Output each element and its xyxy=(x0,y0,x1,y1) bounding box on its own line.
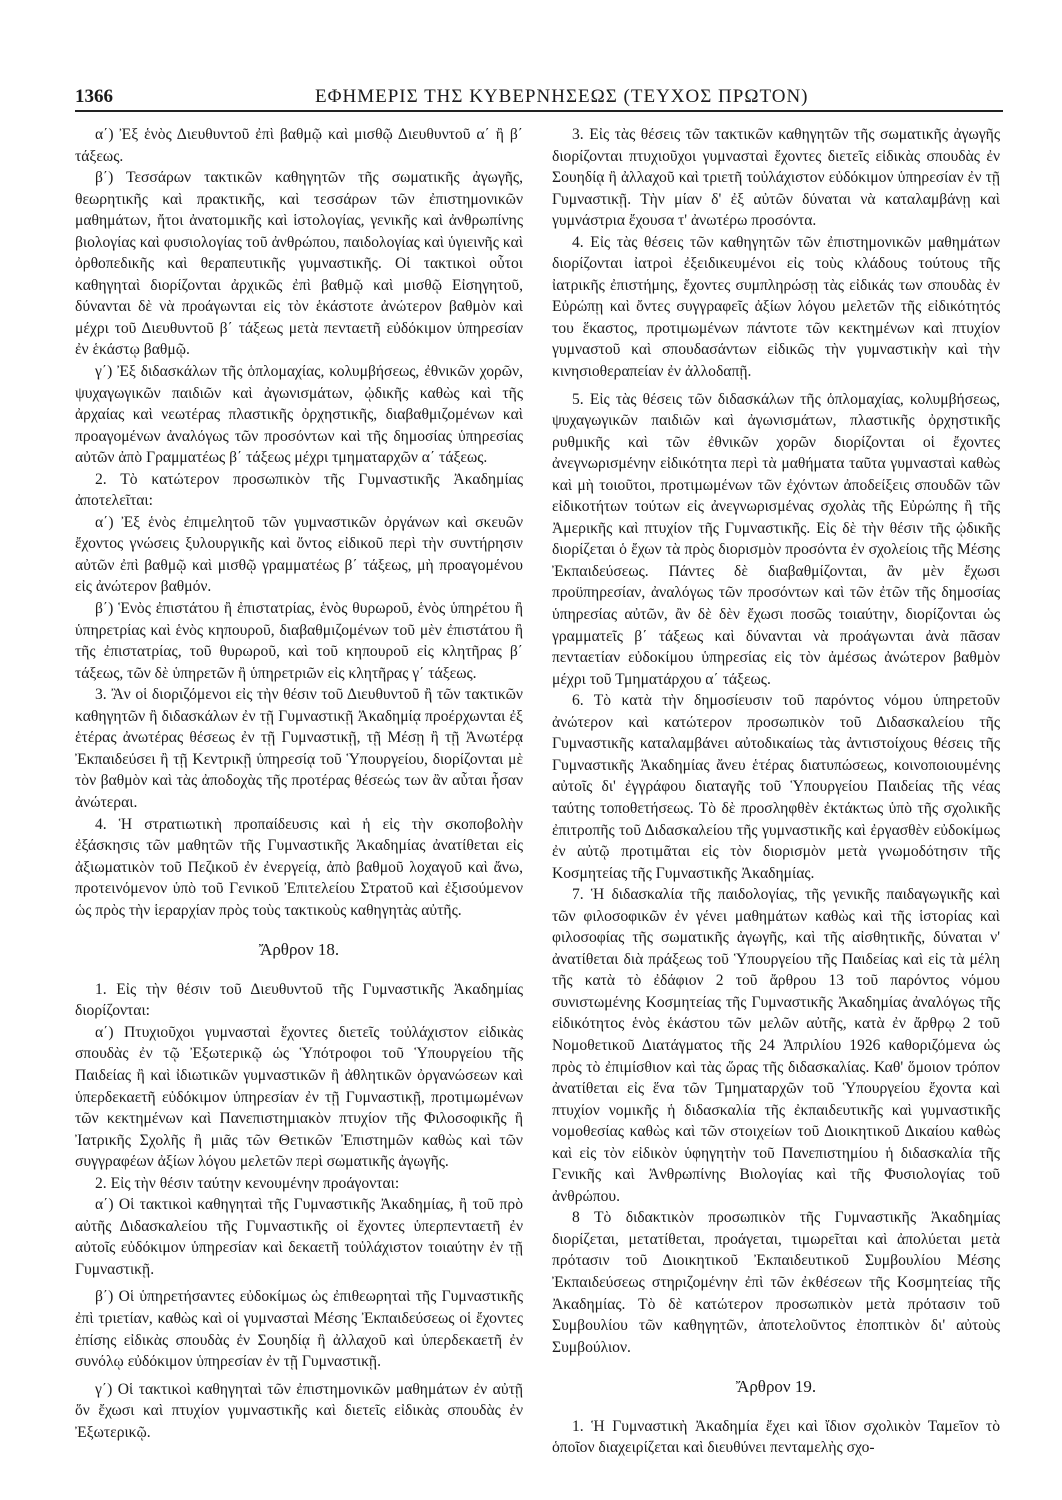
paragraph: 1. Ἡ Γυμναστικὴ Ἀκαδημία ἔχει καὶ ἴδιον σχολικὸν Ταμεῖον τὸ ὁποῖον διαχειρίζεται καὶ διευθύνει πενταμελὴς σχο- xyxy=(552,1417,1000,1457)
article-18-heading: Ἄρθρον 18. xyxy=(258,940,340,960)
left-column xyxy=(75,124,523,1443)
paragraph: α΄) Οἱ τακτικοὶ καθηγηταὶ τῆς Γυμναστικῆς Ἀκαδημίας, ἢ τοῦ πρὸ αὐτῆς Διδασκαλείου τῆς Γυμναστικῆς οἱ ἔχοντες ὑπερπενταετῆ ἐν αὐτοῖς εὐδόκιμον ὑπηρεσίαν καὶ δεκαετῆ τοὐλάχιστον τοιαύτην ἐν τῇ Γυμναστικῇ. xyxy=(75,1196,523,1278)
paragraph: 5. Εἰς τὰς θέσεις τῶν διδασκάλων τῆς ὁπλομαχίας, κολυμβήσεως, ψυχαγωγικῶν παιδιῶν καὶ ἀγωνισμάτων, πλαστικῆς ὀρχηστικῆς ρυθμικῆς καὶ τῶν ἐθνικῶν χορῶν διορίζονται οἱ ἔχοντες ἀνεγνωρισμένην εἰδικότητα περὶ τὰ μαθήματα ταῦτα γυμνασταὶ καθὼς καὶ μὴ τοιοῦτοι, προτιμωμένων τῶν ἐχόντων ἀποδείξεις σπουδῶν τῶν εἰδικοτήτων τούτων εἰς ἀνεγνωρισμένας σχολὰς τῆς Εὐρώπης ἢ τῆς Ἀμερικῆς καὶ πτυχίον τῆς Γυμναστικῆς. Εἰς δὲ τὴν θέσιν τῆς ᾠδικῆς διορίζεται ὁ ἔχων τὰ πρὸς διορισμὸν προσόντα ἐν σχολείοις τῆς Μέσης Ἐκπαιδεύσεως. Πάντες δὲ διαβαθμίζονται, ἂν μὲν ἔχωσι προϋπηρεσίαν, ἀναλόγως τῶν προσόντων καὶ τῶν ἐτῶν τῆς δημοσίας ὑπηρεσίας αὐτῶν, ἂν δὲ δὲν ἔχωσι ποσῶς τοιαύτην, διορίζονται ὡς γραμματεῖς β΄ τάξεως καὶ δύνανται νὰ προάγωνται ἀνὰ πᾶσαν πενταετίαν εὐδοκίμου ὑπηρεσίας εἰς τὸν ἀμέσως ἀνώτερον βαθμὸν μέχρι τοῦ Τμηματάρχου α΄ τάξεως. xyxy=(552,390,1000,688)
paragraph: β΄) Τεσσάρων τακτικῶν καθηγητῶν τῆς σωματικῆς ἀγωγῆς, θεωρητικῆς καὶ πρακτικῆς, καὶ τεσσάρων τῶν ἐπιστημονικῶν μαθημάτων, ἤτοι ἀνατομικῆς καὶ ἱστολογίας, γενικῆς καὶ ἀνθρωπίνης βιολογίας καὶ φυσιολογίας τοῦ ἀνθρώπου, παιδολογίας καὶ ὑγιεινῆς καὶ ὀρθοπεδικῆς καὶ θεραπευτικῆς γυμναστικῆς. Οἱ τακτικοὶ οὗτοι καθηγηταὶ διορίζονται ἀρχικῶς ἐπὶ βαθμῷ καὶ μισθῷ Εἰσηγητοῦ, δύνανται δὲ νὰ προάγωνται εἰς τὸν ἑκάστοτε ἀνώτερον βαθμὸν καὶ μέχρι τοῦ Διευθυντοῦ β΄ τάξεως μετὰ πενταετῆ εὐδόκιμον ὑπηρεσίαν ἐν ἑκάστῳ βαθμῷ. xyxy=(75,169,523,359)
page-header xyxy=(75,86,1003,112)
paragraph: 3. Ἂν οἱ διοριζόμενοι εἰς τὴν θέσιν τοῦ Διευθυντοῦ ἢ τῶν τακτικῶν καθηγητῶν ἢ διδασκάλων ἐν τῇ Γυμναστικῇ Ἀκαδημίᾳ προέρχωνται ἐξ ἑτέρας ἀνωτέρας θέσεως ἐν τῇ Γυμναστικῇ, τῇ Μέσῃ ἢ τῇ Ἀνωτέρᾳ Ἐκπαιδεύσει ἢ τῇ Κεντρικῇ ὑπηρεσίᾳ τοῦ Ὑπουργείου, διορίζονται μὲ τὸν βαθμὸν καὶ τὰς ἀποδοχὰς τῆς προτέρας θέσεώς των ἂν αὗται ἦσαν ἀνώτεραι. xyxy=(75,686,523,811)
page-number: 1366 xyxy=(75,86,113,107)
paragraph: γ΄) Ἐξ διδασκάλων τῆς ὁπλομαχίας, κολυμβήσεως, ἐθνικῶν χορῶν, ψυχαγωγικῶν παιδιῶν καὶ ἀγωνισμάτων, ᾠδικῆς καθὼς καὶ τῆς ἀρχαίας καὶ νεωτέρας πλαστικῆς ὀρχηστικῆς, διαβαθμιζομένων καὶ προαγομένων ἀναλόγως τῶν προσόντων καὶ τῆς δημοσίας ὑπηρεσίας αὐτῶν ἀπὸ Γραμματέως β΄ τάξεως μέχρι τμηματαρχῶν α΄ τάξεως. xyxy=(75,363,523,467)
paragraph: 2. Εἰς τὴν θέσιν ταύτην κενουμένην προάγονται: xyxy=(95,1174,400,1192)
paragraph: 3. Εἰς τὰς θέσεις τῶν τακτικῶν καθηγητῶν τῆς σωματικῆς ἀγωγῆς διορίζονται πτυχιοῦχοι γυμνασταὶ ἔχοντες διετεῖς εἰδικὰς σπουδὰς ἐν Σουηδίᾳ ἢ ἀλλαχοῦ καὶ τριετῆ τοὐλάχιστον εὐδόκιμον ὑπηρεσίαν ἐν τῇ Γυμναστικῇ. Τὴν μίαν δ' ἐξ αὐτῶν δύναται νὰ καταλαμβάνῃ καὶ γυμνάστρια ἔχουσα τ' ἀνωτέρω προσόντα. xyxy=(552,126,1000,230)
paragraph: 4. Ἡ στρατιωτικὴ προπαίδευσις καὶ ἡ εἰς τὴν σκοποβολὴν ἐξάσκησις τῶν μαθητῶν τῆς Γυμναστικῆς Ἀκαδημίας ἀνατίθεται εἰς ἀξιωματικὸν τοῦ Πεζικοῦ ἐν ἐνεργείᾳ, ἀπὸ βαθμοῦ λοχαγοῦ καὶ ἄνω, προτεινόμενον ὑπὸ τοῦ Γενικοῦ Ἐπιτελείου Στρατοῦ καὶ ἐξισούμενον ὡς πρὸς τὴν ἱεραρχίαν πρὸς τοὺς τακτικοὺς καθηγητὰς αὐτῆς. xyxy=(75,815,523,919)
paragraph: β΄) Ἑνὸς ἐπιστάτου ἢ ἐπιστατρίας, ἑνὸς θυρωροῦ, ἑνὸς ὑπηρέτου ἢ ὑπηρετρίας καὶ ἑνὸς κηπουροῦ, διαβαθμιζομένων τοῦ μὲν ἐπιστάτου ἢ τῆς ἐπιστατρίας, τοῦ θυρωροῦ, καὶ τοῦ κηπουροῦ εἰς κλητῆρας β΄ τάξεως, τῶν δὲ ὑπηρετῶν ἢ ὑπηρετριῶν εἰς κλητῆρας γ΄ τάξεως. xyxy=(75,600,523,682)
right-column xyxy=(552,124,1000,1459)
gazette-title: ΕΦΗΜΕΡΙΣ ΤΗΣ ΚΥΒΕΡΝΗΣΕΩΣ (ΤΕΥΧΟΣ ΠΡΩΤΟΝ) xyxy=(315,86,809,107)
paragraph: 8 Τὸ διδακτικὸν προσωπικὸν τῆς Γυμναστικῆς Ἀκαδημίας διορίζεται, μετατίθεται, προάγεται, τιμωρεῖται καὶ ἀπολύεται μετὰ πρότασιν τοῦ Διοικητικοῦ Ἐκπαιδευτικοῦ Συμβουλίου Μέσης Ἐκπαιδεύσεως στηριζομένην ἐπὶ τῶν ἐκθέσεων τῆς Κοσμητείας τῆς Ἀκαδημίας. Τὸ δὲ κατώτερον προσωπικὸν μετὰ πρότασιν τοῦ Συμβουλίου τῶν καθηγητῶν, ἀποτελοῦντος ἐποπτικὸν δι' αὐτοὺς Συμβούλιον. xyxy=(552,1209,1000,1356)
paragraph: α΄) Ἐξ ἑνὸς Διευθυντοῦ ἐπὶ βαθμῷ καὶ μισθῷ Διευθυντοῦ α΄ ἢ β΄ τάξεως. xyxy=(75,126,523,165)
paragraph: α΄) Ἐξ ἑνὸς ἐπιμελητοῦ τῶν γυμναστικῶν ὀργάνων καὶ σκευῶν ἔχοντος γνώσεις ξυλουργικῆς καὶ ὄντος εἰδικοῦ περὶ τὴν συντήρησιν αὐτῶν ἐπὶ βαθμῷ καὶ μισθῷ γραμματέως β΄ τάξεως, μὴ προαγομένου εἰς ἀνώτερον βαθμόν. xyxy=(75,513,523,596)
article-19-heading: Ἄρθρον 19. xyxy=(735,1377,817,1397)
paragraph: 4. Εἰς τὰς θέσεις τῶν καθηγητῶν τῶν ἐπιστημονικῶν μαθημάτων διορίζονται ἰατροὶ ἐξειδικευμένοι εἰς τοὺς κλάδους τούτους τῆς ἰατρικῆς ἐπιστήμης, ἔχοντες συμπληρώσῃ τὰς εἰδικάς των σπουδὰς ἐν Εὐρώπῃ καὶ ὄντες συγγραφεῖς ἀξίων λόγου μελετῶν τῆς εἰδικότητός του ἕκαστος, προτιμωμένων πάντοτε τῶν κεκτημένων καὶ πτυχίον γυμναστοῦ καὶ σπουδασάντων εἰδικῶς τὴν γυμναστικὴν καὶ τὴν κινησιοθεραπείαν ἐν ἀλλοδαπῇ. xyxy=(552,233,1000,381)
paragraph: 1. Εἰς τὴν θέσιν τοῦ Διευθυντοῦ τῆς Γυμναστικῆς Ἀκαδημίας διορίζονται: xyxy=(75,980,523,1020)
paragraph: α΄) Πτυχιοῦχοι γυμνασταὶ ἔχοντες διετεῖς τοὐλάχιστον εἰδικὰς σπουδὰς ἐν τῷ Ἐξωτερικῷ ὡς Ὑπότροφοι τοῦ Ὑπουργείου τῆς Παιδείας ἢ καὶ ἰδιωτικῶν γυμναστικῶν ἢ ἀθλητικῶν ὀργανώσεων καὶ ὑπερδεκαετῆ εὐδόκιμον ὑπηρεσίαν ἐν τῇ Γυμναστικῇ, προτιμωμένων τῶν κεκτημένων καὶ Πανεπιστημιακὸν πτυχίον τῆς Φιλοσοφικῆς ἢ Ἰατρικῆς Σχολῆς ἢ μιᾶς τῶν Θετικῶν Ἐπιστημῶν καθὼς καὶ τῶν συγγραφέων ἀξίων λόγου μελετῶν περὶ σωματικῆς ἀγωγῆς. xyxy=(75,1023,523,1171)
paragraph: β΄) Οἱ ὑπηρετήσαντες εὐδοκίμως ὡς ἐπιθεωρηταὶ τῆς Γυμναστικῆς ἐπὶ τριετίαν, καθὼς καὶ οἱ γυμνασταὶ Μέσης Ἐκπαιδεύσεως οἱ ἔχοντες ἐπίσης εἰδικὰς σπουδὰς ἐν Σουηδίᾳ ἢ ἀλλαχοῦ καὶ ὑπερδεκαετῆ ἐν συνόλῳ εὐδόκιμον ὑπηρεσίαν ἐν τῇ Γυμναστικῇ. xyxy=(75,1288,523,1371)
paragraph: 2. Τὸ κατώτερον προσωπικὸν τῆς Γυμναστικῆς Ἀκαδημίας ἀποτελεῖται: xyxy=(75,470,523,510)
paragraph: 7. Ἡ διδασκαλία τῆς παιδολογίας, τῆς γενικῆς παιδαγωγικῆς καὶ τῶν φιλοσοφικῶν ἐν γένει μαθημάτων καθὼς καὶ τῆς ἱστορίας καὶ φιλοσοφίας τῆς σωματικῆς ἀγωγῆς, καὶ τῆς αἰσθητικῆς, δύναται ν' ἀνατίθεται διὰ πράξεως τοῦ Ὑπουργείου τῆς Παιδείας καὶ εἰς τὰ μέλη τῆς κατὰ τὸ ἐδάφιον 2 τοῦ ἄρθρου 13 τοῦ παρόντος νόμου συνιστωμένης Κοσμητείας τῆς Γυμναστικῆς Ἀκαδημίας ἀναλόγως τῆς εἰδικότητος ἑνὸς ἑκάστου τῶν μελῶν αὐτῆς, κατὰ ἐν ἄρθρῳ 2 τοῦ Νομοθετικοῦ Διατάγματος τῆς 24 Ἀπριλίου 1926 καθοριζόμενα ὡς πρὸς τὸ ἐπιμίσθιον καὶ τὰς ὥρας τῆς διδασκαλίας. Καθ' ὅμοιον τρόπον ἀνατίθεται εἰς ἕνα τῶν Τμηματαρχῶν τοῦ Ὑπουργείου ἔχοντα καὶ πτυχίον νομικῆς ἡ διδασκαλία τῆς ἐκπαιδευτικῆς καὶ γυμναστικῆς νομοθεσίας καθὼς καὶ τῶν στοιχείων τοῦ Διοικητικοῦ Δικαίου καθὼς καὶ εἰς τὸν εἰδικὸν ὑφηγητὴν τοῦ Πανεπιστημίου ἡ διδασκαλία τῆς Γενικῆς καὶ Ἀνθρωπίνης Βιολογίας καὶ τῆς Φυσιολογίας τοῦ ἀνθρώπου. xyxy=(552,886,1000,1205)
paragraph: γ΄) Οἱ τακτικοὶ καθηγηταὶ τῶν ἐπιστημονικῶν μαθημάτων ἐν αὐτῇ ὅν ἔχωσι καὶ πτυχίον γυμναστικῆς καὶ διετεῖς εἰδικὰς σπουδὰς ἐν Ἐξωτερικῷ. xyxy=(75,1380,523,1441)
paragraph: 6. Τὸ κατὰ τὴν δημοσίευσιν τοῦ παρόντος νόμου ὑπηρετοῦν ἀνώτερον καὶ κατώτερον προσωπικὸν τοῦ Διδασκαλείου τῆς Γυμναστικῆς καταλαμβάνει αὐτοδικαίως τὰς ἀντιστοίχους θέσεις τῆς Γυμναστικῆς Ἀκαδημίας ἄνευ ἑτέρας διατυπώσεως, κοινοποιουμένης αὐτοῖς δι' ἐγγράφου διαταγῆς τοῦ Ὑπουργείου Παιδείας τῆς νέας ταύτης τοποθετήσεως. Τὸ δὲ προσληφθὲν ἐκτάκτως ὑπὸ τῆς σχολικῆς ἐπιτροπῆς τοῦ Διδασκαλείου τῆς γυμναστικῆς καὶ ἐργασθὲν εὐδοκίμως ἐν αὐτῷ προτιμᾶται εἰς τὸν διορισμὸν μετὰ γνωμοδότησιν τῆς Κοσμητείας τῆς Γυμναστικῆς Ἀκαδημίας. xyxy=(552,692,1000,882)
